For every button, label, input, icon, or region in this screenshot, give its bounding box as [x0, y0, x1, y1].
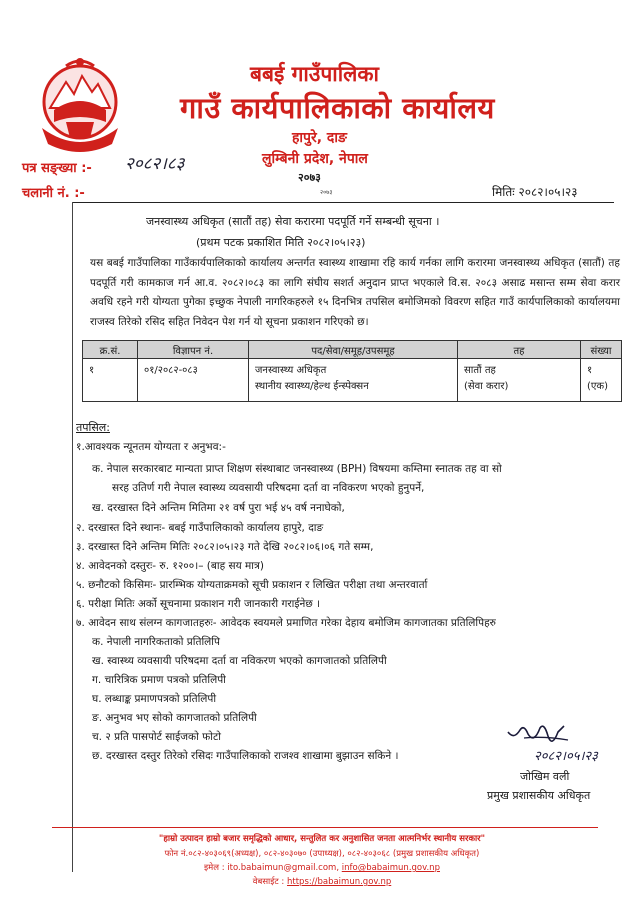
footer-divider — [52, 827, 598, 828]
note-7: ७. आवेदन साथ संलग्न कागजातहरुः- आवेदक स्वयमले प्रमाणित गरेका देहाय बमोजिम कागजातका प्रतिलिपिहरु — [76, 617, 496, 629]
note-2: २. दरखास्त दिने स्थानः- बबई गाउँपालिकाको कार्यालय हापुरे, दाङ — [76, 522, 324, 534]
email-label: इमेल : — [204, 863, 225, 873]
footer-phones: फोन नं.०८२-४०३०६९(अध्यक्ष), ०८२-४०३०७० (उपाध्यक्ष), ०८२-४०३०६८ (प्रमुख प्रशासकीय अधिकृत) — [164, 849, 480, 859]
notes-title: तपसिल: — [76, 421, 110, 434]
dispatch-number-label: चलानी नं. :- — [22, 186, 85, 201]
margin-line — [72, 202, 73, 872]
cell-count: १ (एक) — [581, 359, 622, 402]
doc-item: छ. दरखास्त दस्तुर तिरेको रसिदः गाउँपालिकाको राजश्व शाखामा बुझाउन सकिने । — [92, 750, 399, 762]
note-3: ३. दरखास्त दिने अन्तिम मितिः २०८२।०५।२३ गते देखि २०८२।०६।०६ गते सम्म, — [76, 541, 374, 553]
footer-website-row — [0, 876, 644, 887]
signature-date: २०८२।०५।२३ — [534, 749, 598, 764]
note-1a-line1: क. नेपाल सरकारबाट मान्यता प्राप्त शिक्षण संस्थाबाट जनस्वास्थ्य (BPH) विषयमा कम्तिमा स्नातक तह वा सो — [92, 463, 502, 475]
note-1b: ख. दरखास्त दिने अन्तिम मितिमा २१ वर्ष पुरा भई ४५ वर्ष ननाघेको, — [92, 502, 345, 514]
website-label: वेबसाईट : — [252, 877, 285, 887]
col-sn: क्र.सं. — [83, 341, 138, 359]
cell-sn: १ — [83, 359, 138, 402]
doc-item: घ. लब्धाङ्क प्रमाणपत्रको प्रतिलिपी — [92, 693, 217, 705]
doc-item: ग. चारित्रिक प्रमाण पत्रको प्रतिलिपी — [92, 674, 226, 686]
stamp-text: २०७३ — [320, 189, 333, 196]
signatory-title: प्रमुख प्रशासकीय अधिकृत — [487, 789, 591, 802]
header-divider — [72, 202, 614, 203]
email-link-2[interactable]: info@babaimun.gov.np — [341, 863, 440, 873]
cell-adv-no: ०१/२०८२-०८३ — [138, 359, 249, 402]
letter-number-value: २०८२।८३ — [125, 154, 185, 174]
table-header-row — [83, 341, 622, 359]
address-line-1: हापुरे, दाङ — [292, 130, 347, 146]
footer-slogan: "हाम्रो उत्पादन हाम्रो बजार समृद्धिको आधार, सन्तुलित कर अनुशासित जनता आत्मनिर्भर स्थानीय सरकार" — [158, 834, 486, 844]
table-row — [83, 359, 622, 402]
municipality-name: बबई गाउँपालिका — [250, 62, 379, 86]
handwritten-signature — [504, 718, 630, 776]
doc-item: ङ. अनुभव भए सोको कागजातको प्रतिलिपी — [92, 712, 257, 724]
post-group: स्थानीय स्वास्थ्य/हेल्थ ईन्स्पेक्सन — [255, 381, 369, 392]
note-6: ६. परीक्षा मितिः अर्को सूचनामा प्रकाशन गरी जानकारी गराईनेछ । — [76, 598, 321, 610]
vacancy-table — [82, 340, 622, 402]
letter-date: मितिः २०८२।०५।२३ — [492, 185, 578, 199]
post-name: जनस्वास्थ्य अधिकृत — [255, 365, 327, 376]
email-link-1[interactable]: ito.babaimun@gmail.com, — [227, 863, 340, 873]
nepal-emblem-logo — [36, 52, 124, 156]
cell-level — [458, 359, 581, 402]
col-level: तह — [458, 341, 581, 359]
col-count: संख्या — [581, 341, 622, 359]
col-adv-no: विज्ञापन नं. — [138, 341, 249, 359]
doc-item: क. नेपाली नागरिकताको प्रतिलिपि — [92, 636, 220, 648]
office-title: गाउँ कार्यपालिकाको कार्यालय — [180, 91, 495, 125]
doc-item: ख. स्वास्थ्य व्यवसायी परिषदमा दर्ता वा नविकरण भएको कागजातको प्रतिलिपी — [92, 655, 387, 667]
level-type: (सेवा करार) — [464, 381, 509, 392]
notice-publish-date: (प्रथम पटक प्रकाशित मिति २०८२।०५।२३) — [196, 236, 366, 249]
notice-subject: जनस्वास्थ्य अधिकृत (सातौं तह) सेवा करारमा पदपूर्ति गर्ने सम्बन्धी सूचना । — [146, 215, 440, 228]
note-1: १.आवश्यक न्यूनतम योग्यता र अनुभव:- — [76, 441, 226, 453]
signatory-name: जोखिम वली — [520, 770, 570, 783]
established-year: २०७३ — [298, 171, 321, 184]
note-1a-line2: सरह उतिर्ण गरी नेपाल स्वास्थ्य व्यवसायी परिषदमा दर्ता वा नविकरण भएको हुनुपर्ने, — [112, 482, 425, 494]
cell-post — [249, 359, 458, 402]
footer-email-row — [0, 862, 644, 873]
notice-body: यस बबई गाउँपालिका गाउँकार्यपालिकाको कार्यालय अन्तर्गत स्वास्थ्य शाखामा रहि कार्य गर्नका लागि करारमा जनस्वास्थ्य अधिकृत (सातौं) तह पदपूर्ति गरी कामकाज गर्न आ.व. २०८२।०८३ का लागि संघीय सशर्त अनुदान प्राप्त भएकाले वि.स. २०८३ असाढ मसान्त सम्म सेवा करार अवधि रहने गरी योग्यता पुगेका इच्छुक नेपाली नागरिकहरुले १५ दिनभित्र तपसिल बमोजिमको विवरण सहित गाउँ कार्यपालिकाको कार्यालयमा राजस्व तिरेको रसिद सहित निवेदन पेश गर्न यो सूचना प्रकाशन गरिएको छ। — [90, 257, 620, 328]
col-post: पद/सेवा/समूह/उपसमूह — [249, 341, 458, 359]
letter-number-label: पत्र सङ्ख्या :- — [22, 161, 92, 176]
note-5: ५. छनौटको किसिमः- प्रारम्भिक योग्यताक्रमको सूची प्रकाशन र लिखित परीक्षा तथा अन्तरवार्ता — [76, 579, 428, 591]
website-link[interactable]: https://babaimun.gov.np — [287, 877, 392, 887]
note-4: ४. आवेदनको दस्तुरः- रु. १२००।– (बाह सय मात्र) — [76, 560, 264, 572]
doc-item: च. २ प्रति पासपोर्ट साईजको फोटो — [92, 731, 221, 743]
address-line-2: लुम्बिनी प्रदेश, नेपाल — [262, 151, 368, 167]
level-name: सातौं तह — [464, 365, 496, 376]
